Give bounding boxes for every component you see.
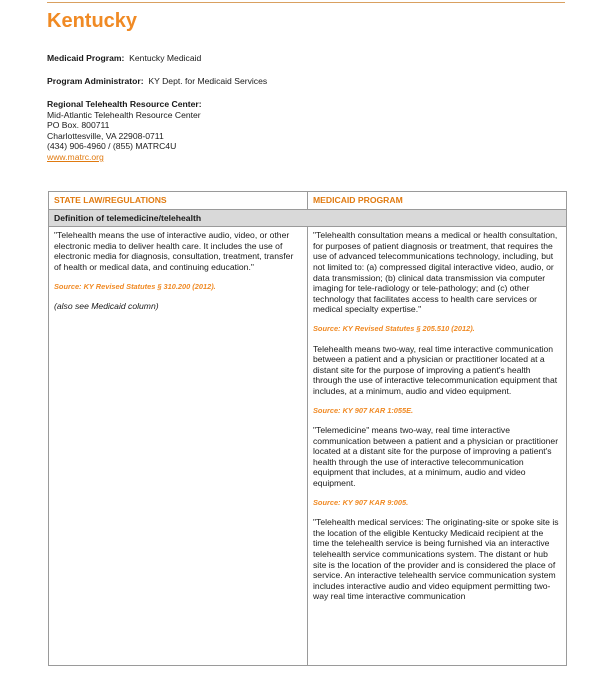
resource-center-label: Regional Telehealth Resource Center: <box>47 99 202 109</box>
medicaid-source-2: Source: KY 907 KAR 1:055E. <box>313 405 414 415</box>
medicaid-cell <box>308 227 567 666</box>
top-rule <box>47 2 565 3</box>
medicaid-program-line <box>47 53 201 64</box>
medicaid-paragraph-1: "Telehealth consultation means a medical or health consultation, for purposes of patient diagnosis or treatment, that requires the use of advanced telecommunications technology, including, but not limited to: (a) compressed digital interactive video, audio, or data transmission; (b) clinical data transmission via computer imaging for tele-radiology or tele-pathology; and (c) other technology that facilitates access to health care services or medical specialty expertise." <box>313 230 558 315</box>
program-administrator-label: Program Administrator: <box>47 76 144 86</box>
state-law-cell <box>49 227 308 666</box>
medicaid-program-value: Kentucky Medicaid <box>129 53 202 63</box>
resource-center-website-link[interactable]: www.matrc.org <box>47 151 104 162</box>
resource-center-block <box>47 99 202 163</box>
table-header-row <box>49 192 567 210</box>
medicaid-paragraph-3: "Telemedicine" means two-way, real time interactive communication between a patient and a physician or practitioner located at a distant site for the purpose of improving a patient's health through the use of interactive telecommunication equipment that includes, at a minimum, audio and video equipment. <box>313 425 559 489</box>
program-administrator-value: KY Dept. for Medicaid Services <box>148 76 268 86</box>
state-law-source: Source: KY Revised Statutes § 310.200 (2012). <box>54 281 216 291</box>
policy-table <box>48 191 567 666</box>
medicaid-program-label: Medicaid Program: <box>47 53 125 63</box>
section-title: Definition of telemedicine/telehealth <box>49 209 567 227</box>
medicaid-paragraph-4: "Telehealth medical services: The originating-site or spoke site is the location of the eligible Kentucky Medicaid recipient at the time the telehealth service is being furnished via an interactive telehealth service communications system. The distant or hub site is the location of the provider and is considered the place of service. An interactive telehealth service communication system includes interactive audio and video equipment permitting two-way real time interactive communication <box>313 517 559 602</box>
state-law-text: "Telehealth means the use of interactive audio, video, or other electronic media to deliver health care. It includes the use of electronic media for diagnosis, consultation, treatment, transfer of health or medical data, and continuing education." <box>54 230 294 272</box>
resource-center-address1: PO Box. 800711 <box>47 120 110 131</box>
medicaid-paragraph-2: Telehealth means two-way, real time interactive communication between a patient and a physician or practitioner located at a distant site for the purpose of improving a patient's health through the use of interactive telecommunication equipment that includes, at a minimum, audio and video equipment. <box>313 343 558 396</box>
medicaid-source-3: Source: KY 907 KAR 9:005. <box>313 497 409 507</box>
col-header-medicaid: MEDICAID PROGRAM <box>308 192 567 210</box>
page-title: Kentucky <box>47 10 138 32</box>
program-administrator-line <box>47 76 267 87</box>
medicaid-source-1: Source: KY Revised Statutes § 205.510 (2012). <box>313 323 475 333</box>
resource-center-name: Mid-Atlantic Telehealth Resource Center <box>47 109 201 120</box>
resource-center-address2: Charlottesville, VA 22908-0711 <box>47 130 164 141</box>
state-law-note: (also see Medicaid column) <box>54 301 159 312</box>
section-row <box>49 209 567 227</box>
table-row <box>49 227 567 666</box>
resource-center-phone: (434) 906-4960 / (855) MATRC4U <box>47 141 177 152</box>
col-header-state-law: STATE LAW/REGULATIONS <box>49 192 308 210</box>
